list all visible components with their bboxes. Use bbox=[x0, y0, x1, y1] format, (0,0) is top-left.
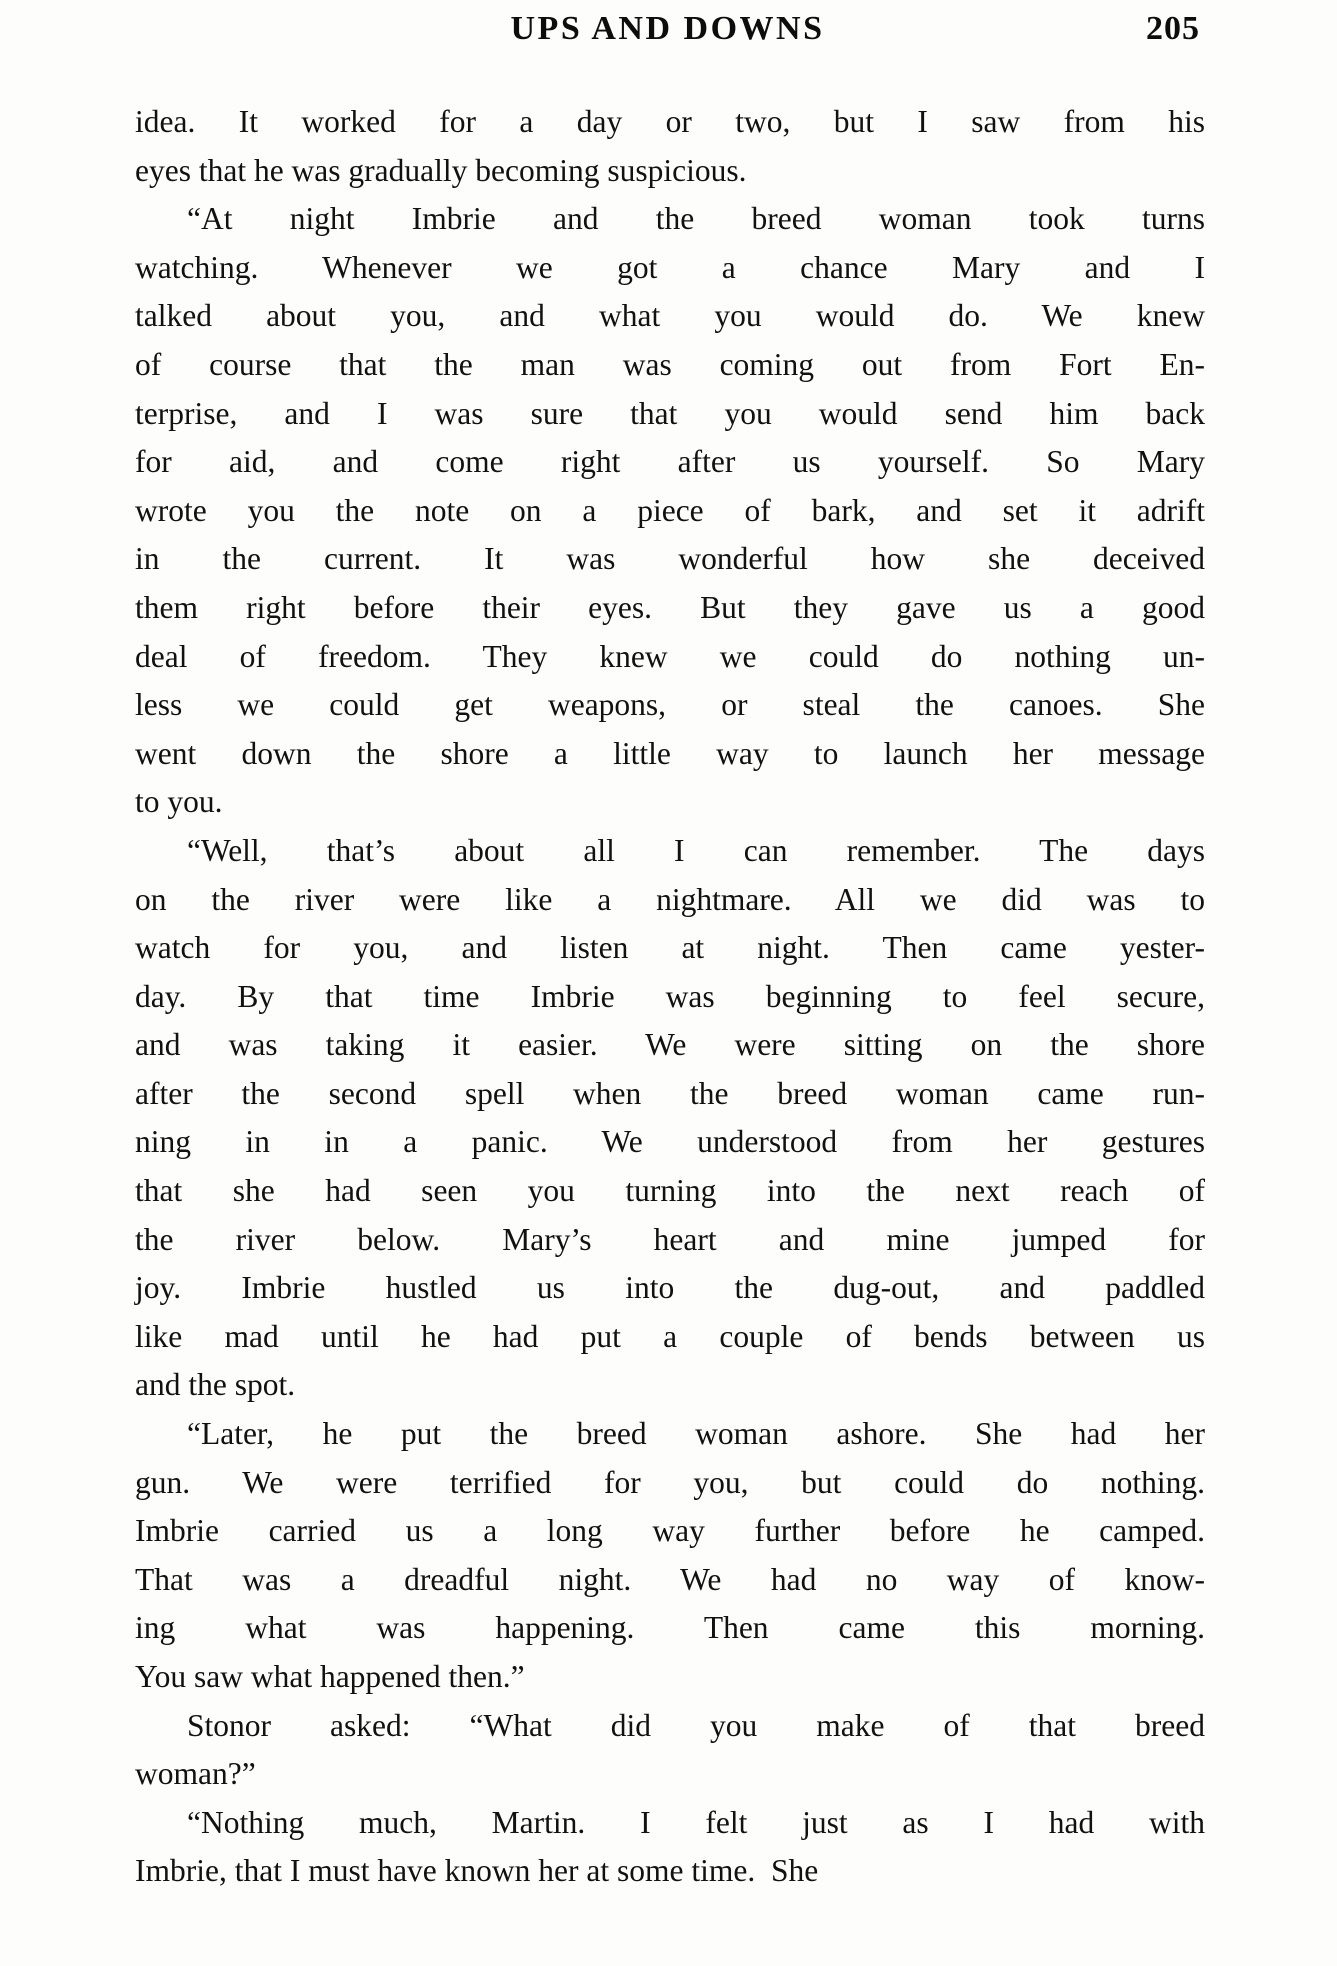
text-line: and the spot. bbox=[135, 1367, 296, 1403]
text-line: watch for you, and listen at night. Then came yester- bbox=[135, 930, 1205, 966]
text-line: deal of freedom. They knew we could do nothing un- bbox=[135, 638, 1205, 674]
text-line: the river below. Mary’s heart and mine jumped for bbox=[135, 1221, 1205, 1257]
text-line: “Later, he put the breed woman ashore. She had her bbox=[187, 1416, 1205, 1452]
text-line: of course that the man was coming out from Fort En- bbox=[135, 346, 1205, 382]
text-line: You saw what happened then.” bbox=[135, 1659, 525, 1694]
text-line: joy. Imbrie hustled us into the dug-out, and paddled bbox=[135, 1270, 1205, 1306]
text-line: ing what was happening. Then came this morning. bbox=[135, 1610, 1205, 1646]
text-line: watching. Whenever we got a chance Mary and I bbox=[135, 249, 1205, 285]
text-line: ning in in a panic. We understood from her gestures bbox=[135, 1124, 1205, 1160]
text-line: to you. bbox=[135, 784, 223, 820]
body-text bbox=[135, 98, 1205, 1896]
text-line: went down the shore a little way to launch her message bbox=[135, 735, 1205, 771]
text-line: that she had seen you turning into the next reach of bbox=[135, 1173, 1205, 1209]
text-line: “At night Imbrie and the breed woman took turns bbox=[187, 201, 1205, 237]
text-line: less we could get weapons, or steal the canoes. She bbox=[135, 687, 1205, 723]
running-title: UPS AND DOWNS bbox=[510, 10, 825, 47]
text-line: wrote you the note on a piece of bark, and set it adrift bbox=[135, 492, 1205, 528]
text-line: That was a dreadful night. We had no way of know- bbox=[135, 1561, 1205, 1597]
text-line: and was taking it easier. We were sitting on the shore bbox=[135, 1027, 1205, 1063]
text-line: Imbrie carried us a long way further before he camped. bbox=[135, 1513, 1205, 1549]
page-header bbox=[135, 10, 1200, 70]
text-line: for aid, and come right after us yourself. So Mary bbox=[135, 444, 1205, 480]
text-line: Stonor asked: “What did you make of that breed bbox=[187, 1707, 1205, 1743]
text-line: after the second spell when the breed woman came run- bbox=[135, 1075, 1205, 1111]
text-line: talked about you, and what you would do. We knew bbox=[135, 298, 1205, 334]
text-line: them right before their eyes. But they gave us a good bbox=[135, 589, 1205, 625]
text-line: “Well, that’s about all I can remember. The days bbox=[187, 832, 1205, 868]
text-line: idea. It worked for a day or two, but I saw from his bbox=[135, 104, 1205, 139]
text-line: woman?” bbox=[135, 1756, 256, 1792]
text-line: like mad until he had put a couple of bends between us bbox=[135, 1318, 1205, 1354]
text-line: “Nothing much, Martin. I felt just as I had with bbox=[187, 1804, 1205, 1840]
text-line: on the river were like a nightmare. All we did was to bbox=[135, 881, 1205, 917]
text-line: in the current. It was wonderful how she deceived bbox=[135, 541, 1205, 577]
text-line: eyes that he was gradually becoming suspicious. bbox=[135, 152, 747, 188]
text-line: Imbrie, that I must have known her at some time. She bbox=[135, 1853, 819, 1889]
text-line: day. By that time Imbrie was beginning to feel secure, bbox=[135, 978, 1205, 1014]
text-line: gun. We were terrified for you, but could do nothing. bbox=[135, 1464, 1205, 1500]
text-line: terprise, and I was sure that you would send him back bbox=[135, 395, 1205, 431]
page-number: 205 bbox=[1146, 10, 1200, 47]
